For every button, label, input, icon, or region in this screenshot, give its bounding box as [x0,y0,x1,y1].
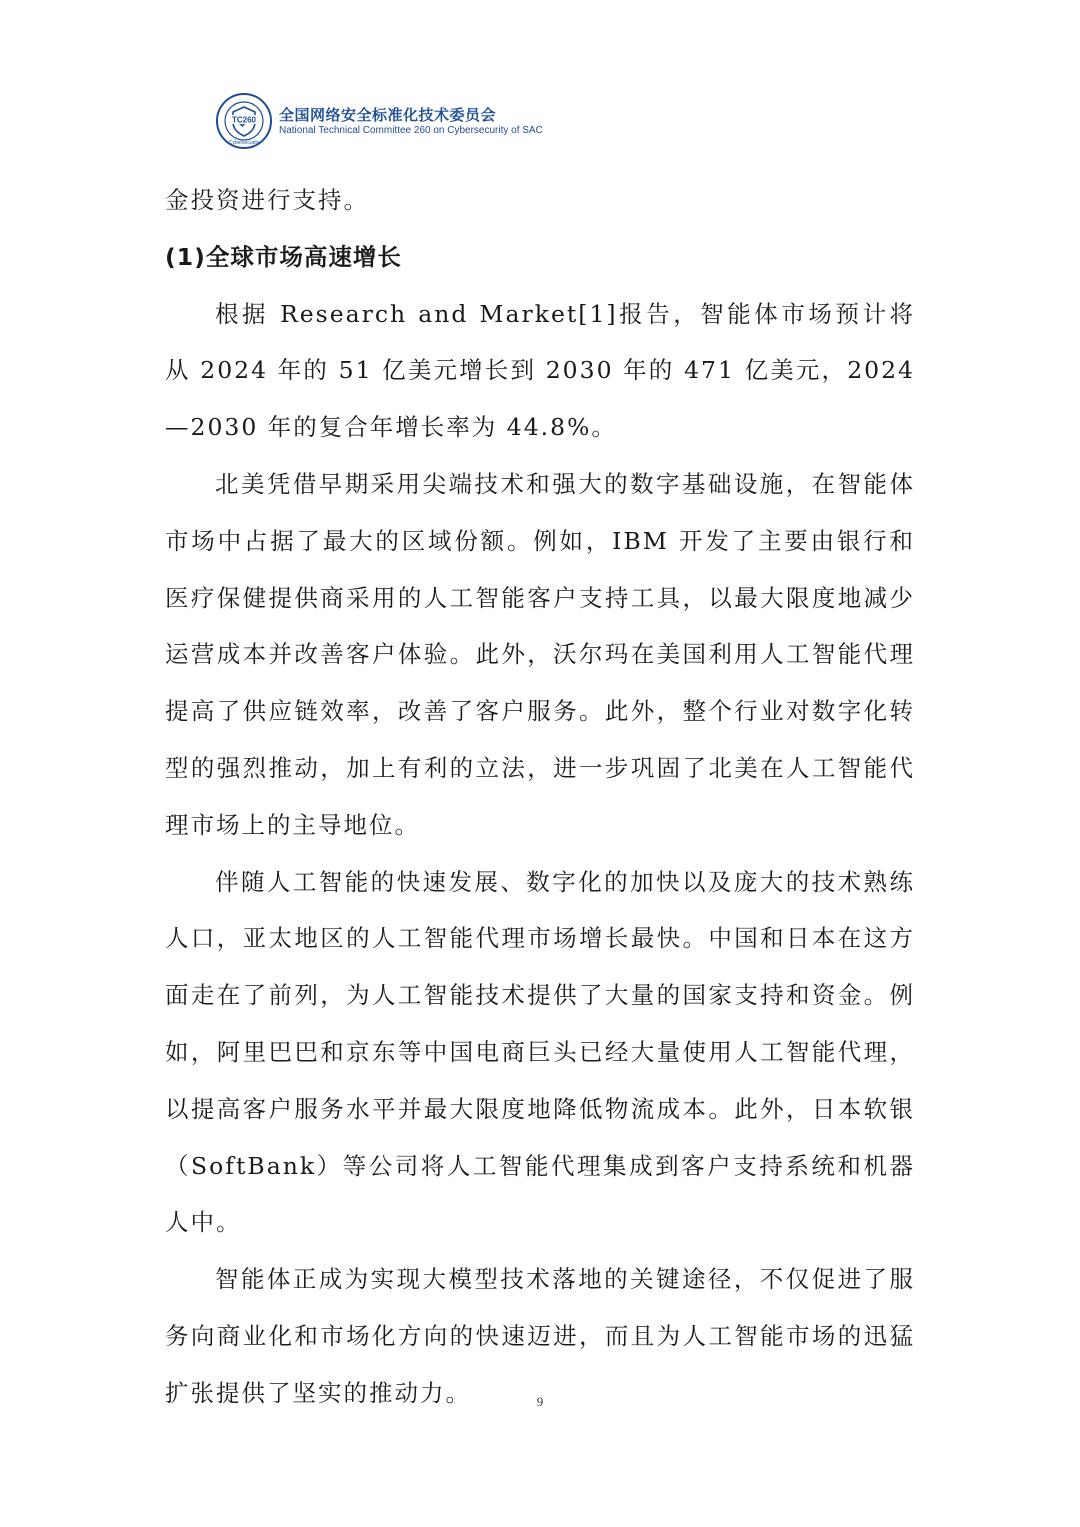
page-number: 9 [536,1394,544,1409]
section-heading: (1)全球市场高速增长 [165,242,402,271]
svg-text:Cybersecurity: Cybersecurity [228,140,260,146]
paragraph-asia-pacific: 伴随人工智能的快速发展、数字化的加快以及庞大的技术熟练人口，亚太地区的人工智能代理市场增长最快。中国和日本在这方面走在了前列，为人工智能技术提供了大量的国家支持和资金。例如，阿里巴巴和京东等中国电商巨头已经大量使用人工智能代理，以提高客户服务水平并最大限度地降低物流成本。此外，日本软银（SoftBank）等公司将人工智能代理集成到客户支持系统和机器人中。 [165,867,915,1237]
page-header [215,92,543,150]
org-name-cn: 全国网络安全标准化技术委员会 [279,106,497,124]
org-name-en: National Technical Committee 260 on Cybersecurity of SAC [279,125,543,136]
paragraph-north-america: 北美凭借早期采用尖端技术和强大的数字基础设施，在智能体市场中占据了最大的区域份额。例如，IBM 开发了主要由银行和医疗保健提供商采用的人工智能客户支持工具，以最大限度地减少运营成本并改善客户体验。此外，沃尔玛在美国利用人工智能代理提高了供应链效率，改善了客户服务。此外，整个行业对数字化转型的强烈推动，加上有利的立法，进一步巩固了北美在人工智能代理市场上的主导地位。 [165,469,915,839]
document-body [165,172,915,1422]
paragraph-market-forecast: 根据 Research and Market[1]报告，智能体市场预计将从 2024 年的 51 亿美元增长到 2030 年的 471 亿美元，2024—2030 年的复合年增长率为 44.8%。 [165,299,915,442]
tc260-logo-icon [215,92,273,150]
continuation-text: 金投资进行支持。 [165,186,369,214]
paragraph-conclusion: 智能体正成为实现大模型技术落地的关键途径，不仅促进了服务向商业化和市场化方向的快速迈进，而且为人工智能市场的迅猛扩张提供了坚实的推动力。 [165,1265,915,1407]
svg-text:TC260: TC260 [231,115,257,125]
org-name [279,105,543,137]
